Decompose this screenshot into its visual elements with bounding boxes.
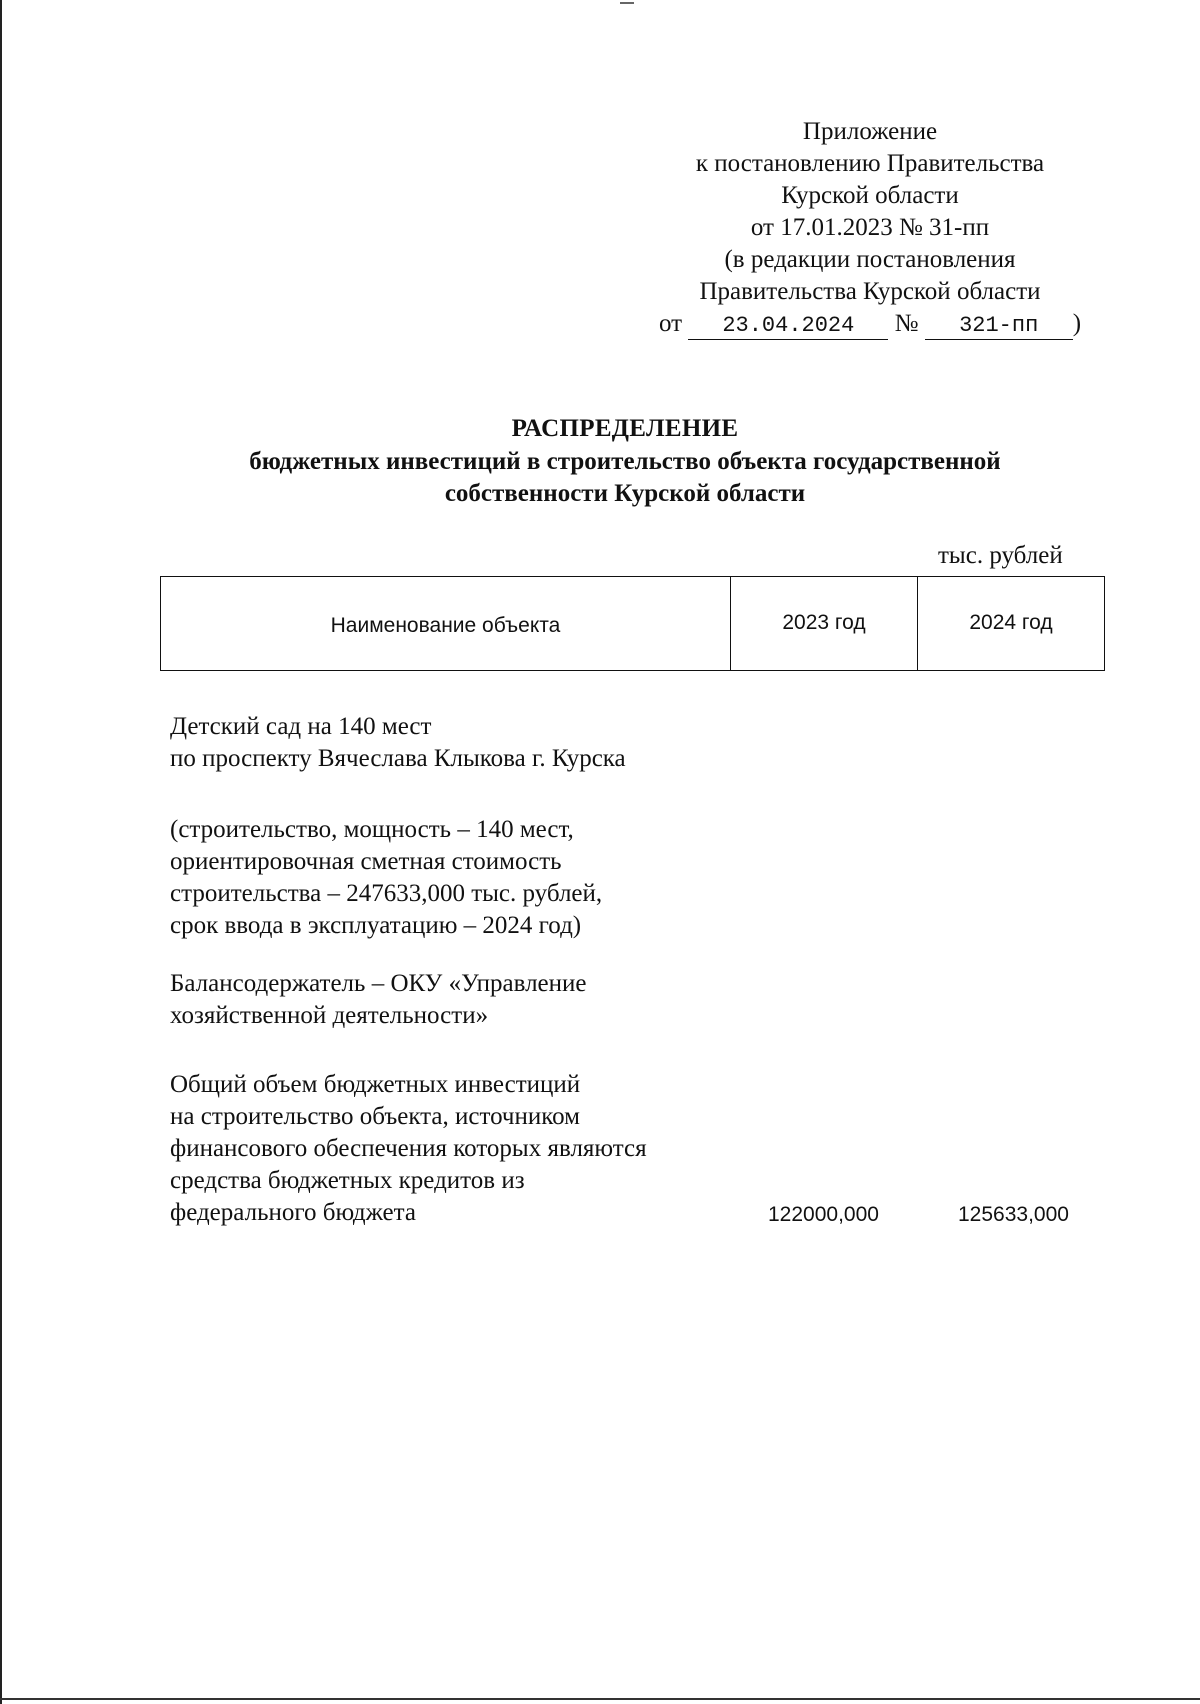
investment-line: Общий объем бюджетных инвестиций <box>170 1071 581 1098</box>
header-cell-2024 <box>918 577 1104 670</box>
object-details <box>170 814 730 942</box>
appendix-line-2: к постановлению Правительства <box>695 150 1045 177</box>
balance-org: ОКУ <box>390 970 443 997</box>
appendix-line-1: Приложение <box>802 118 938 145</box>
object-name-line: Детский сад на 140 мест <box>170 713 432 740</box>
appendix-header <box>620 116 1120 340</box>
object-name <box>170 711 730 775</box>
balance-dash: – <box>371 970 385 997</box>
balance-holder <box>170 968 730 1032</box>
appendix-line-4: от 17.01.2023 № 31-пп <box>750 214 990 241</box>
investment-line: федерального бюджета <box>170 1199 416 1226</box>
balance-holder-line-2: хозяйственной деятельности» <box>170 1002 489 1029</box>
investment-line: на строительство объекта, источником <box>170 1103 580 1130</box>
scan-mark-top <box>620 2 634 4</box>
header-cell-object <box>161 577 731 670</box>
balance-holder-line-1 <box>170 968 718 1000</box>
title-main: РАСПРЕДЕЛЕНИЕ <box>511 415 739 442</box>
number-sign: № <box>894 310 919 337</box>
object-name-line: по проспекту Вячеслава Клыкова г. Курска <box>170 745 626 772</box>
header-2024-label: 2024 год <box>969 610 1053 634</box>
header-object-label: Наименование объекта <box>330 613 561 637</box>
scan-edge-left <box>0 0 2 1704</box>
investment-line: финансового обеспечения которых являются <box>170 1135 647 1162</box>
header-2023-label: 2023 год <box>782 610 866 634</box>
header-table <box>160 576 1105 671</box>
date-prefix: от <box>658 310 683 337</box>
revision-date-line <box>620 308 1120 340</box>
appendix-line-5: (в редакции постановления <box>724 246 1016 273</box>
title-sub-line-1: бюджетных инвестиций в строительство объекта государственной <box>249 448 1001 475</box>
investment-description <box>170 1069 730 1229</box>
investment-line: средства бюджетных кредитов из <box>170 1167 525 1194</box>
balance-org-name: «Управление <box>448 970 587 997</box>
details-line: срок ввода в эксплуатацию – 2024 год) <box>170 912 582 939</box>
appendix-line-6: Правительства Курской области <box>699 278 1041 305</box>
revision-date-field: 23.04.2024 <box>688 313 888 340</box>
document-title <box>150 412 1100 510</box>
closing-paren: ) <box>1072 310 1082 337</box>
revision-number-field: 321-пп <box>925 313 1073 340</box>
details-line: (строительство, мощность – 140 мест, <box>170 816 574 843</box>
value-2024: 125633,000 <box>958 1203 1069 1226</box>
value-2023: 122000,000 <box>768 1203 879 1226</box>
units-label: тыс. рублей <box>938 542 1063 569</box>
details-line: строительства – 247633,000 тыс. рублей, <box>170 880 603 907</box>
title-sub-line-2: собственности Курской области <box>444 480 806 507</box>
header-cell-2023 <box>731 577 918 670</box>
appendix-line-3: Курской области <box>781 182 959 209</box>
scan-edge-bottom <box>0 1698 1200 1700</box>
balance-word: Балансодержатель <box>170 970 366 997</box>
details-line: ориентировочная сметная стоимость <box>170 848 562 875</box>
